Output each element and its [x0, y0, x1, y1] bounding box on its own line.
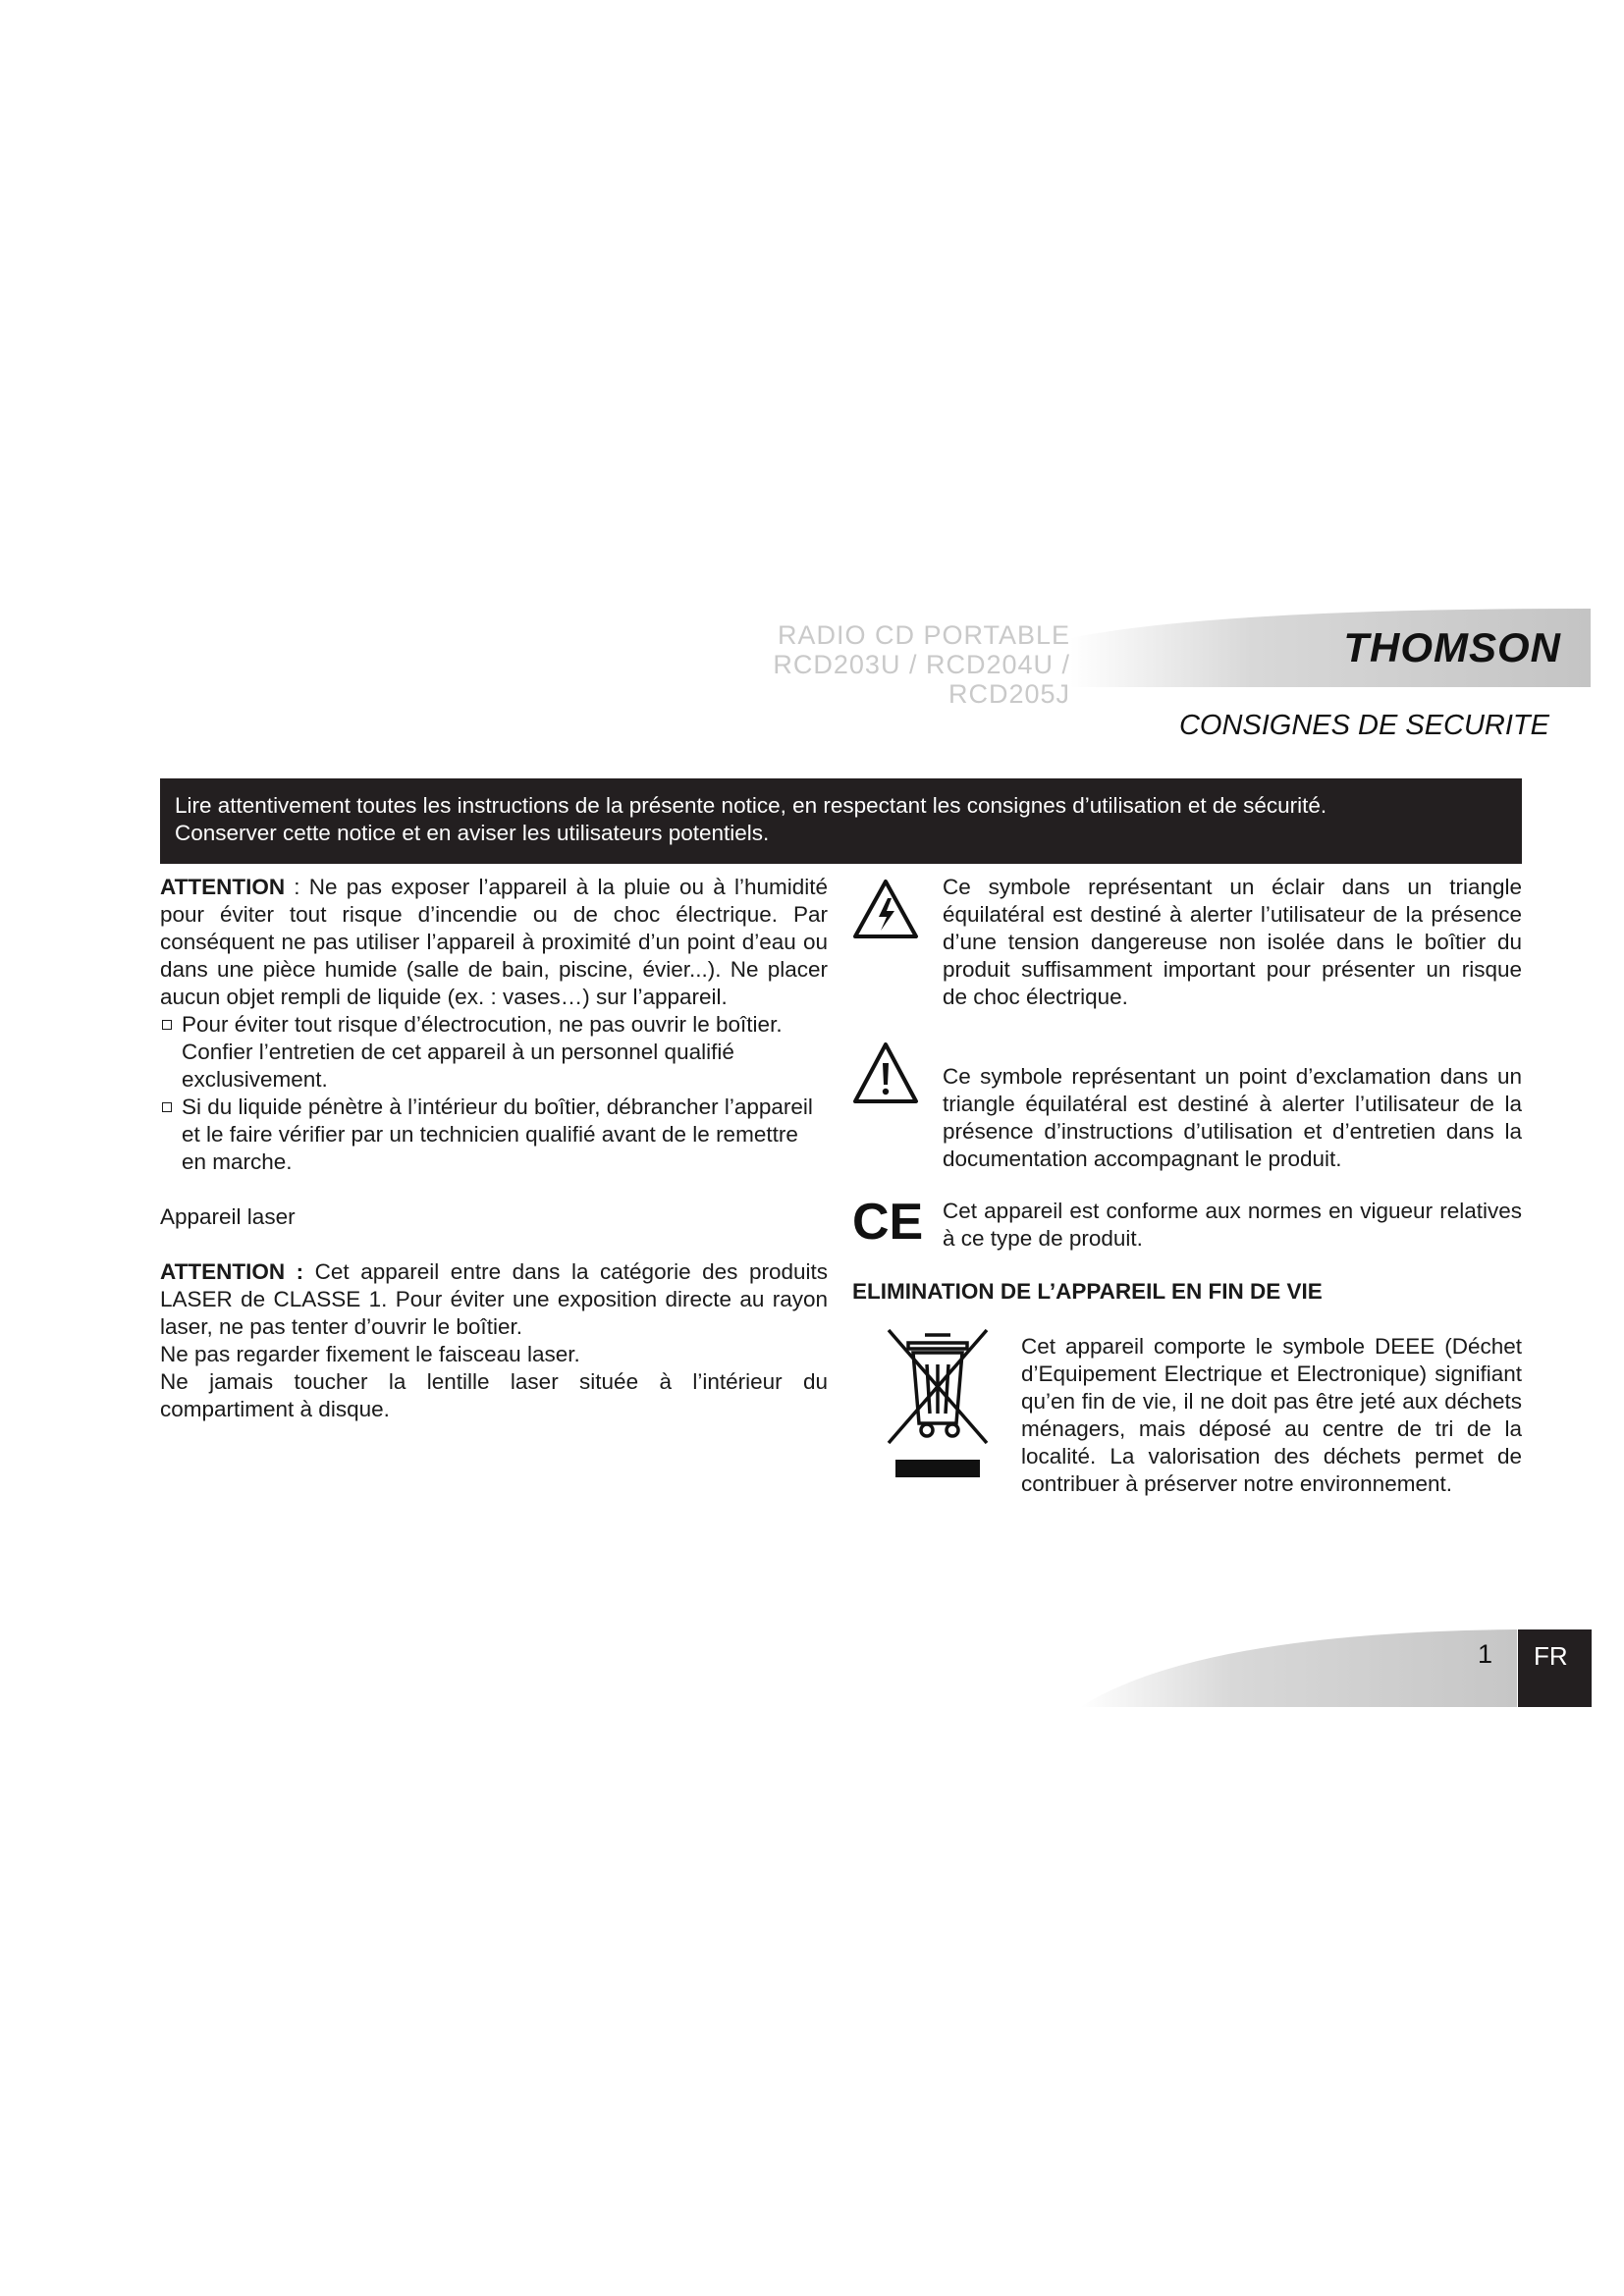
- exclamation-description: Ce symbole représentant un point d’exclamation dans un triangle équilatéral est destiné à alerter l’utilisateur de la présence d’instructions d’utilisation et d’entretien dans la documentation accompagnant le produit.: [943, 1064, 1522, 1171]
- footer-gray-band: [1080, 1625, 1517, 1707]
- bullet-text: Pour éviter tout risque d’électrocution, ne pas ouvrir le boîtier. Confier l’entretien de cet appareil à un personnel qualifié exclusivement.: [182, 1012, 783, 1092]
- attention-label: ATTENTION: [160, 875, 286, 899]
- intro-line2: Conserver cette notice et en aviser les utilisateurs potentiels.: [175, 821, 770, 845]
- laser-attention-text: Cet appareil entre dans la catégorie des produits LASER de CLASSE 1. Pour éviter une exposition directe au rayon laser, ne pas tenter d’ouvrir le boîtier.: [160, 1259, 828, 1339]
- intro-line1: Lire attentivement toutes les instructions de la présente notice, en respectant les consignes d’utilisation et de sécurité.: [175, 793, 1327, 818]
- exclamation-warning-icon: [852, 1041, 919, 1104]
- lightning-description: Ce symbole représentant un éclair dans un triangle équilatéral est destiné à alerter l’utilisateur de la présence d’une tension dangereuse non isolée dans le boîtier du produit suffisamment important pour présenter un risque de choc électrique.: [943, 875, 1522, 1009]
- language-tab: FR: [1518, 1629, 1592, 1707]
- attention-label: ATTENTION :: [160, 1259, 304, 1284]
- brand-logo: THOMSON: [1343, 624, 1561, 670]
- product-title-line1: RADIO CD PORTABLE: [777, 620, 1070, 650]
- checkbox-bullet-icon: [162, 1102, 172, 1112]
- bullet-text: Si du liquide pénètre à l’intérieur du boîtier, débrancher l’appareil et le faire vérifier par un technicien qualifié avant de le remettre en marche.: [182, 1095, 813, 1174]
- bullet-item: [160, 1094, 828, 1176]
- attention-text: : Ne pas exposer l’appareil à la pluie ou à l’humidité pour éviter tout risque d’incendie ou de choc électrique. Par conséquent ne pas utiliser l’appareil à proximité d’un point d’eau ou dans une pièce humide (salle de bain, piscine, évier...). Ne placer aucun objet rempli de liquide (ex. : vases…) sur l’appareil.: [160, 875, 828, 1009]
- laser-attention-paragraph: [160, 1258, 828, 1341]
- intro-banner: [160, 778, 1522, 864]
- laser-warning-line: Ne jamais toucher la lentille laser située à l’intérieur du compartiment à disque.: [160, 1369, 828, 1421]
- ce-mark-text: CE: [852, 1196, 923, 1245]
- lightning-warning-icon: [852, 879, 919, 939]
- crossed-bin-icon: [884, 1325, 992, 1482]
- laser-heading: Appareil laser: [160, 1204, 296, 1229]
- product-title: [687, 620, 1070, 709]
- checkbox-bullet-icon: [162, 1020, 172, 1030]
- attention-paragraph: [160, 874, 828, 1011]
- section-title: CONSIGNES DE SECURITE: [1178, 710, 1549, 741]
- page-number: 1: [1478, 1639, 1493, 1669]
- product-title-line2: RCD203U / RCD204U / RCD205J: [773, 650, 1070, 709]
- elimination-heading: ELIMINATION DE L’APPAREIL EN FIN DE VIE: [852, 1279, 1323, 1304]
- laser-warning-line: Ne pas regarder fixement le faisceau laser.: [160, 1342, 580, 1366]
- deee-description: Cet appareil comporte le symbole DEEE (Déchet d’Equipement Electrique et Electronique) signifiant qu’en fin de vie, il ne doit pas être jeté aux déchets ménagers, mais déposé au centre de tri de la localité. La valorisation des déchets permet de contribuer à préserver notre environnement.: [1021, 1334, 1522, 1496]
- left-column: [160, 874, 828, 1423]
- ce-description: Cet appareil est conforme aux normes en vigueur relatives à ce type de produit.: [943, 1199, 1522, 1251]
- bullet-item: [160, 1011, 828, 1094]
- ce-mark-icon: [852, 1196, 923, 1245]
